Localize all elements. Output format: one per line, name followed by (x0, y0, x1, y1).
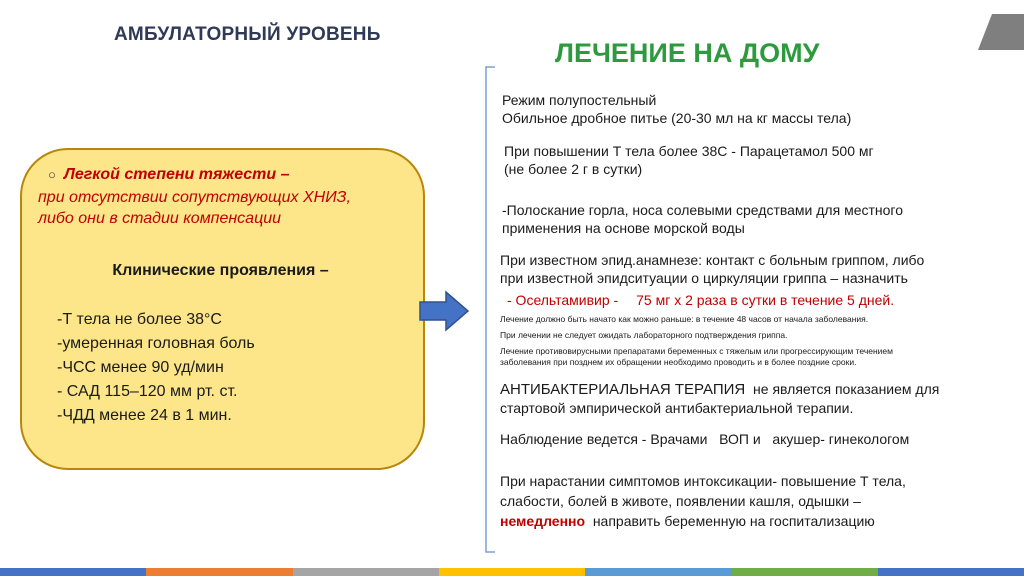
clinical-list (57, 308, 255, 428)
observation-text: Наблюдение ведется - Врачами ВОП и акушер- гинекологом (500, 431, 910, 447)
rinse-text (502, 201, 903, 237)
footer-segment (146, 568, 292, 576)
arrow-right-icon (418, 290, 470, 332)
list-item: - САД 115–120 мм рт. ст. (57, 383, 238, 400)
footer-segment (878, 568, 1024, 576)
severity-desc-line: либо они в стадии компенсации (38, 210, 282, 227)
footer-color-bar (0, 568, 1024, 576)
severity-title-text: Легкой степени тяжести – (63, 166, 290, 183)
oseltamivir-line (507, 291, 894, 309)
text-line: При нарастании симптомов интоксикации- повышение Т тела, (500, 473, 906, 489)
page-title: АМБУЛАТОРНЫЙ УРОВЕНЬ (114, 24, 381, 45)
text-line: слабости, болей в животе, появлении кашля, одышки – (500, 493, 861, 509)
fever-text (504, 142, 874, 178)
text-line: применения на основе морской воды (502, 220, 745, 236)
note-line: Лечение должно быть начато как можно раньше: в течение 48 часов от начала заболевания. (500, 314, 869, 324)
list-item: -Т тела не более 38°С (57, 311, 222, 328)
antiviral-notes (500, 314, 893, 368)
footer-segment (0, 568, 146, 576)
urgent-word: немедленно (500, 513, 586, 529)
note-line: При лечении не следует ожидать лабораторного подтверждения гриппа. (500, 330, 788, 340)
antibac-rest: не является показанием для (745, 381, 940, 397)
text-line: (не более 2 г в сутки) (504, 161, 643, 177)
antibacterial-text (500, 380, 939, 417)
text-line: -Полоскание горла, носа солевыми средствами для местного (502, 202, 903, 218)
corner-tab-shape (978, 14, 1024, 50)
text-line: Режим полупостельный (502, 92, 657, 108)
escalation-end: направить беременную на госпитализацию (585, 513, 875, 529)
bracket-brace (480, 66, 496, 556)
drug-dose: 75 мг х 2 раза в сутки в течение 5 дней. (636, 292, 895, 308)
footer-segment (585, 568, 731, 576)
severity-description (38, 187, 351, 229)
note-line: Лечение противовирусными препаратами беременных с тяжелым или прогрессирующим течением (500, 346, 894, 356)
drug-name: - Осельтамивир - (507, 292, 619, 308)
text-line: При повышении Т тела более 38С - Парацетамол 500 мг (504, 143, 874, 159)
footer-segment (293, 568, 439, 576)
text-line: При известном эпид.анамнезе: контакт с больным гриппом, либо (500, 252, 925, 268)
text-line: Обильное дробное питье (20-30 мл на кг массы тела) (502, 110, 852, 126)
note-line: заболевания при позднем их обращении необходимо проводить и в более поздние сроки. (500, 357, 857, 367)
section-title: ЛЕЧЕНИЕ НА ДОМУ (555, 38, 820, 68)
severity-title (48, 164, 290, 185)
clinical-title: Клинические проявления – (112, 262, 329, 279)
regimen-text (502, 91, 851, 127)
text-line: при известной эпидситуации о циркуляции гриппа – назначить (500, 270, 908, 286)
epid-text (500, 251, 924, 287)
footer-segment (439, 568, 585, 576)
list-item: -ЧСС менее 90 уд/мин (57, 359, 224, 376)
list-item: -ЧДД менее 24 в 1 мин. (57, 407, 232, 424)
footer-segment (731, 568, 877, 576)
text-line: стартовой эмпирической антибактериальной терапии. (500, 400, 854, 416)
escalation-text (500, 471, 906, 531)
list-item: -умеренная головная боль (57, 335, 255, 352)
antibac-heading: АНТИБАКТЕРИАЛЬНАЯ ТЕРАПИЯ (500, 381, 746, 398)
circle-bullet-icon: ○ (48, 167, 56, 182)
severity-desc-line: при отсутствии сопутствующих ХНИЗ, (38, 189, 351, 206)
